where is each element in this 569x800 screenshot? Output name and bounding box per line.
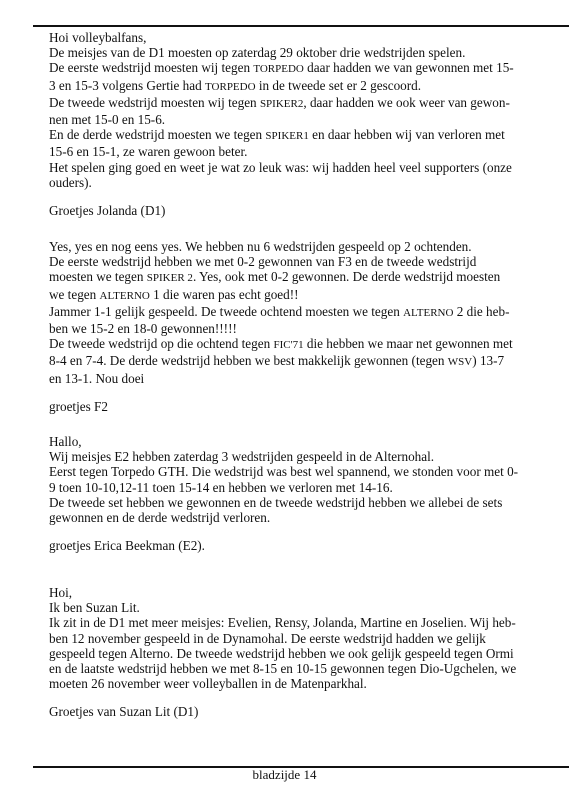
letter-line: we tegen ALTERNO 1 die waren pas echt goed!! [49,286,299,302]
letter-line: De meisjes van de D1 moesten op zaterdag 29 oktober drie wedstrijden spelen. [49,45,466,61]
letter-signature: Groetjes Jolanda (D1) [49,203,166,219]
letter-line: nen met 15-0 en 15-6. [49,112,166,128]
team-name: SPIKER 2 [146,272,193,285]
team-name: TORPEDO [205,80,256,93]
letter-line: en de laatste wedstrijd hebben we met 8-15 en 10-15 gewonnen tegen Dio-Ugchelen, we [49,661,517,677]
letter-line: De tweede wedstrijd op die ochtend tegen FIC'71 die hebben we maar net gewonnen met [49,336,513,352]
letter-line: Ik zit in de D1 met meer meisjes: Evelien, Rensy, Jolanda, Martine en Joselien. Wij heb- [49,615,516,631]
letter-suzan [49,585,539,720]
team-name: ALTERNO [99,289,150,302]
letter-line: Yes, yes en nog eens yes. We hebben nu 6 wedstrijden gespeeld op 2 ochtenden. [49,239,472,254]
letter-line: De eerste wedstrijd moesten wij tegen TORPEDO daar hadden we van gewonnen met 15- [49,60,514,76]
letter-line: ouders). [49,174,92,190]
letter-signature: Groetjes van Suzan Lit (D1) [49,704,199,720]
team-name: SPIKER1 [265,130,309,143]
letter-line: En de derde wedstrijd moesten we tegen SPIKER1 en daar hebben wij van verloren met [49,127,505,143]
letter-signature: groetjes F2 [49,398,108,414]
letter-line: Jammer 1-1 gelijk gespeeld. De tweede ochtend moesten we tegen ALTERNO 2 die heb- [49,303,510,319]
letter-line: gespeeld tegen Alterno. De tweede wedstrijd hebben we ook gelijk gespeeld tegen Ormi [49,645,514,661]
letter-greeting: Hoi volleybalfans, [49,30,147,45]
team-name: TORPEDO [253,63,304,76]
letter-line: moeten 26 november weer volleyballen in de Matenparkhal. [49,676,367,692]
team-name: WSV [447,356,473,369]
letter-line: en 13-1. Nou doei [49,370,145,386]
letter-line: De eerste wedstrijd hebben we met 0-2 gewonnen van F3 en de tweede wedstrijd [49,254,477,270]
team-name: ALTERNO [403,306,454,319]
letter-line: Eerst tegen Torpedo GTH. Die wedstrijd was best wel spannend, we stonden voor met 0- [49,464,519,480]
letter-line: Wij meisjes E2 hebben zaterdag 3 wedstrijden gespeeld in de Alternohal. [49,449,435,465]
letter-line: moesten we tegen SPIKER 2. Yes, ook met 0-2 gewonnen. De derde wedstrijd moesten [49,269,501,285]
letter-signature: groetjes Erica Beekman (E2). [49,538,205,554]
letter-line: Het spelen ging goed en weet je wat zo leuk was: wij hadden heel veel supporters (onze [49,159,512,175]
page-number: bladzijde 14 [252,767,317,782]
letter-line: 9 toen 10-10,12-11 toen 15-14 en hebben we verloren met 14-16. [49,479,393,495]
letter-f2 [49,239,539,414]
letter-greeting: Hoi, [49,585,73,600]
team-name: FIC'71 [273,339,304,352]
letter-line: De tweede wedstrijd moesten wij tegen SPIKER2, daar hadden we ook weer van gewon- [49,94,510,110]
letter-line: Ik ben Suzan Lit. [49,600,140,616]
letter-line: ben 12 november gespeeld in de Dynamohal. De eerste wedstrijd hadden we gelijk [49,630,486,646]
letter-greeting: Hallo, [49,434,82,449]
letter-line: 15-6 en 15-1, ze waren gewoon beter. [49,144,248,160]
letter-line: ben we 15-2 en 18-0 gewonnen!!!!! [49,321,237,337]
letter-line: gewonnen en de derde wedstrijd verloren. [49,510,271,526]
letter-erica [49,434,539,553]
top-rule [33,25,569,27]
letter-line: 3 en 15-3 volgens Gertie had TORPEDO in de tweede set er 2 gescoord. [49,77,422,93]
letter-line: 8-4 en 7-4. De derde wedstrijd hebben we best makkelijk gewonnen (tegen WSV) 13-7 [49,353,505,369]
team-name: SPIKER2 [259,97,304,110]
letter-line: De tweede set hebben we gewonnen en de tweede wedstrijd hebben we allebei de sets [49,494,503,510]
letter-jolanda [49,30,539,218]
